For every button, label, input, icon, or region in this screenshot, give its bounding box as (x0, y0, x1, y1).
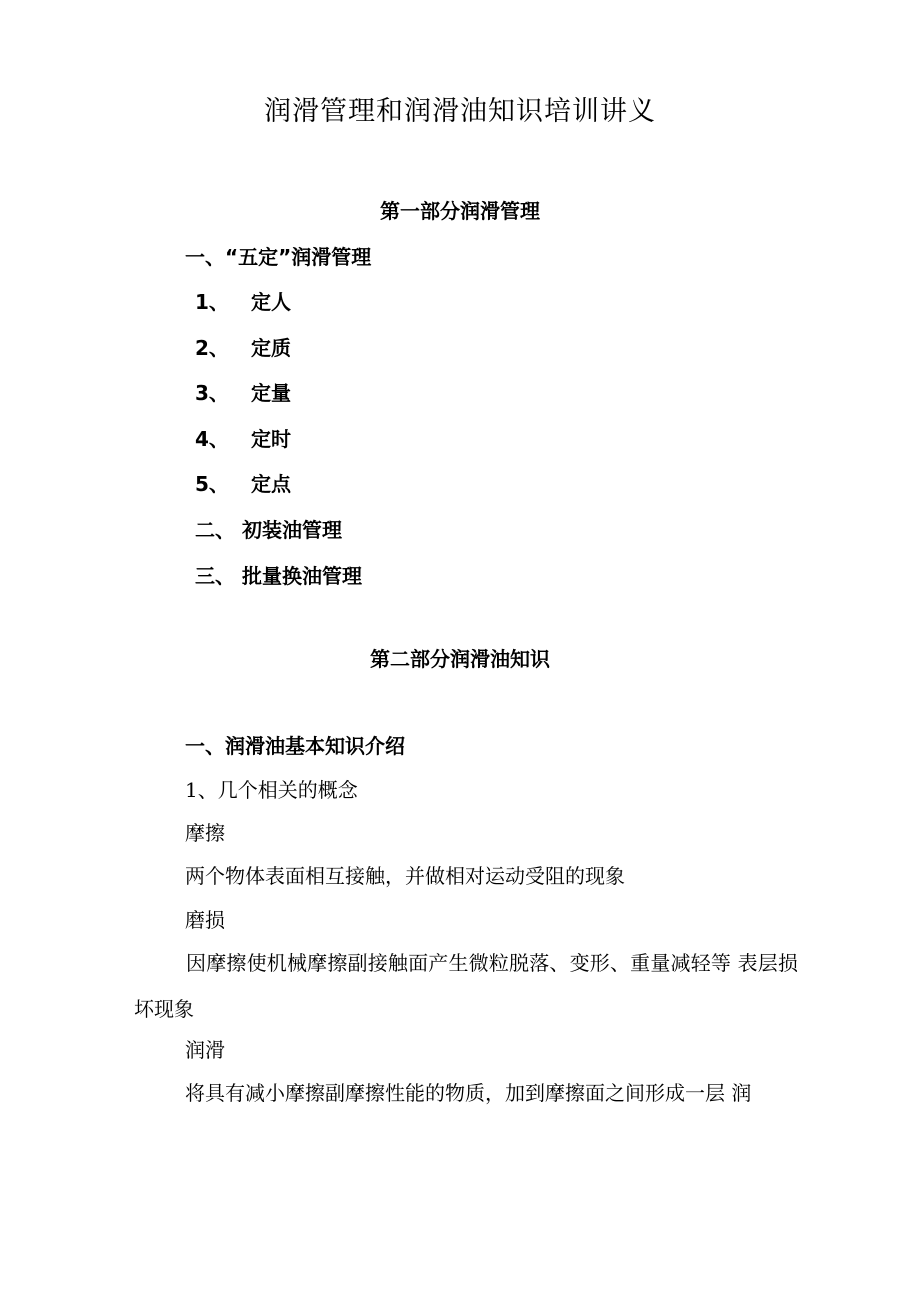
list-item-2 (195, 338, 291, 358)
list-item-2-number: 2、 (195, 336, 229, 360)
list-item-5-label: 定点 (251, 472, 291, 496)
list-item-5 (195, 474, 291, 494)
term-wear: 磨损 (185, 908, 225, 932)
list-item-4-number: 4、 (195, 427, 229, 451)
term-friction: 摩擦 (185, 821, 225, 845)
concepts-subheading: 1、几个相关的概念 (185, 778, 358, 802)
list-item-1-number: 1、 (195, 290, 229, 314)
definition-wear: 因摩擦使机械摩擦副接触面产生微粒脱落、变形、重量减轻等 表层损坏现象 (134, 951, 798, 1021)
part1-section1-heading: 一、“五定”润滑管理 (185, 245, 372, 269)
part2-section1-heading: 一、润滑油基本知识介绍 (185, 734, 405, 758)
definition-friction: 两个物体表面相互接触，并做相对运动受阻的现象 (185, 864, 625, 888)
list-item-4-label: 定时 (251, 427, 291, 451)
list-item-4 (195, 429, 291, 449)
part1-section3-heading: 三、 批量换油管理 (195, 564, 362, 588)
part1-title: 第一部分润滑管理 (380, 199, 540, 223)
part2-title: 第二部分润滑油知识 (370, 647, 550, 671)
list-item-1 (195, 292, 291, 312)
list-item-1-label: 定人 (251, 290, 291, 314)
list-item-3 (195, 383, 291, 403)
list-item-5-number: 5、 (195, 472, 229, 496)
part1-section2-heading: 二、 初装油管理 (195, 518, 342, 542)
document-title: 润滑管理和润滑油知识培训讲义 (264, 96, 656, 127)
term-lubrication: 润滑 (185, 1038, 225, 1062)
list-item-3-number: 3、 (195, 381, 229, 405)
definition-lubrication: 将具有减小摩擦副摩擦性能的物质，加到摩擦面之间形成一层 润 (185, 1081, 752, 1105)
list-item-2-label: 定质 (251, 336, 291, 360)
list-item-3-label: 定量 (251, 381, 291, 405)
